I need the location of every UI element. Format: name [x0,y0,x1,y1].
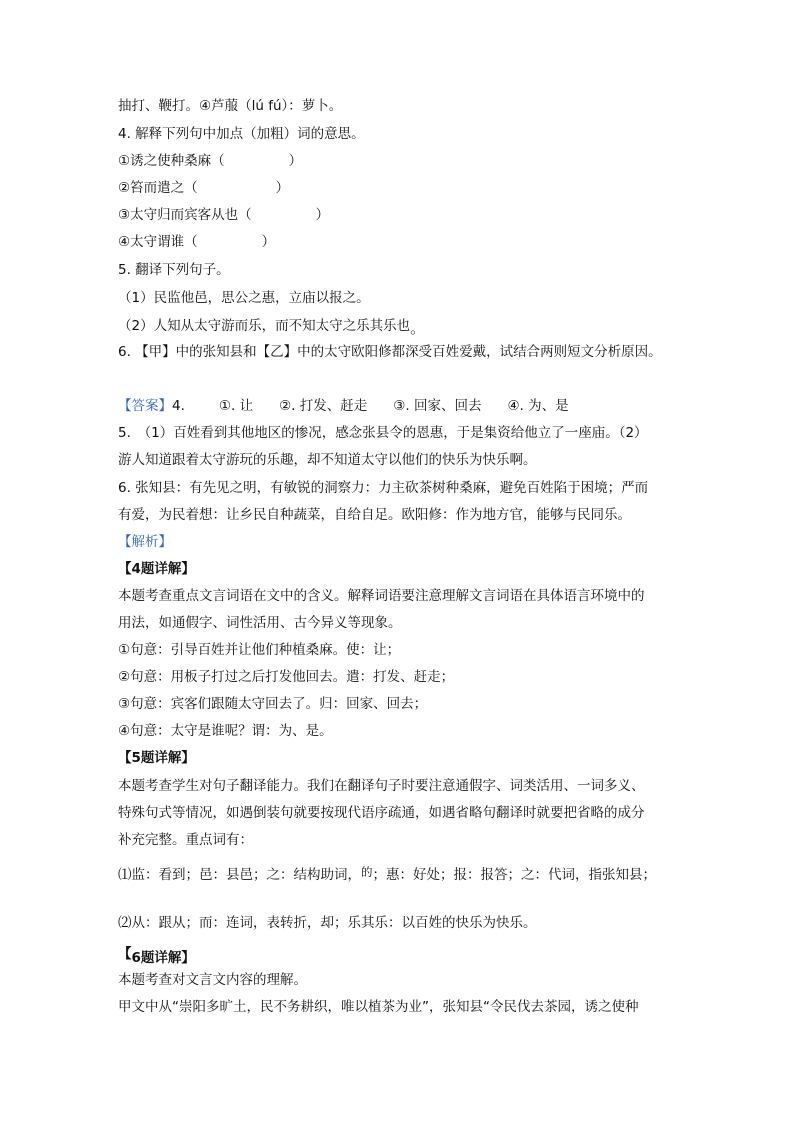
key-text: ；惠：好处；报：报答；之：代词，指张知县； [372,867,656,883]
analysis-6-line-2: 甲文中从“崇阳多旷土，民不务耕织，唯以植茶为业”，张知县“令民伐去茶园，诱之使种 [118,999,639,1015]
answer-5-line-1: 5. （1）百姓看到其他地区的惨况，感念张县令的恩惠，于是集资给他立了一座庙。（2） [118,425,648,441]
question-4: 4. 解释下列句中加点（加粗）词的意思。 [118,126,365,142]
analysis-5-key-1 [118,862,656,885]
analysis-6-line-1: 本题考查对文言文内容的理解。 [118,972,307,988]
analysis-5-line-1: 本题考查学生对句子翻译能力。我们在翻译句子时要注意通假字、词类活用、一词多义、 [118,778,645,794]
answer-line-4 [118,396,569,416]
analysis-5-line-3: 补充完整。重点词有： [118,832,253,848]
question-4-item-2 [118,178,289,198]
analysis-4-line-1: 本题考查重点文言词语在文中的含义。解释词语要注意理解文言词语在具体语言环境中的 [118,588,645,604]
analysis-4-line-2: 用法，如通假字、词性活用、古今异义等现象。 [118,615,402,631]
answer-4-1: ①. 让 [218,398,254,414]
answer-4-4: ④. 为、是 [507,398,569,414]
item-text: ①诱之使种桑麻（ [118,153,225,169]
analysis-4-item-4: ④句意：太守是谁呢？谓：为、是。 [118,723,333,739]
question-4-item-1 [118,151,302,171]
text-line: 抽打、鞭打。④芦菔（lú fú）：萝卜。 [118,98,343,114]
analysis-4-item-2: ②句意：用板子打过之后打发他回去。遣：打发、赶走； [118,669,455,685]
section-heading-6 [118,944,195,964]
item-text: （2）人知从太守游而乐，而不知太守之乐其乐也 [118,318,411,334]
close-paren: ） [288,153,303,169]
analysis-label: 【解析】 [118,534,172,550]
heading-text: 6题详解】 [131,950,195,966]
question-4-item-4 [118,232,275,252]
question-5-item-2 [118,315,425,336]
answer-6-line-1: 6. 张知县：有先见之明，有敏锐的洞察力：力主砍茶树种桑麻，避免百姓陷于困境；严而 [118,480,649,496]
section-heading-5: 【5题详解】 [118,750,195,766]
question-4-item-3 [118,205,329,225]
key-note: 的 [361,865,373,879]
answer-6-line-2: 有爱，为民着想：让乡民自种蔬菜，自给自足。欧阳修：作为地方官，能够与民同乐。 [118,507,631,523]
heading-bracket: 【 [118,946,132,962]
analysis-5-key-2: ⑵从：跟从；而：连词，表转折，却；乐其乐：以百姓的快乐为快乐。 [118,915,537,931]
period: 。 [410,319,426,337]
answer-label: 【答案】 [118,398,172,414]
close-paren: ） [315,207,330,223]
question-6: 6. 【甲】中的张知县和【乙】中的太守欧阳修都深受百姓爱戴，试结合两则短文分析原因。 [118,344,662,360]
analysis-5-line-2: 特殊句式等情况，如遇倒装句就要按现代语序疏通，如遇省略句翻译时就要把省略的成分 [118,805,645,821]
question-5: 5. 翻译下列句子。 [118,262,230,278]
section-heading-4: 【4题详解】 [118,561,195,577]
answer-4-3: ③. 回家、回去 [393,398,482,414]
answer-4-2: ②. 打发、赶走 [279,398,368,414]
close-paren: ） [261,234,276,250]
analysis-4-item-3: ③句意：宾客们跟随太守回去了。归：回家、回去； [118,696,428,712]
close-paren: ） [275,180,290,196]
answer-number: 4. [172,398,185,414]
analysis-4-item-1: ①句意：引导百姓并让他们种植桑麻。使：让； [118,642,401,658]
key-text: ⑴监：看到；邑：县邑；之：结构助词， [118,867,361,883]
answer-5-line-2: 游人知道跟着太守游玩的乐趣，却不知道太守以他们的快乐为快乐啊。 [118,452,537,468]
item-text: ④太守谓谁（ [118,234,198,250]
item-text: ②笞而遣之（ [118,180,198,196]
question-5-item-1: （1）民监他邑，思公之惠，立庙以报之。 [118,290,370,306]
item-text: ③太守归而宾客从也（ [118,207,252,223]
